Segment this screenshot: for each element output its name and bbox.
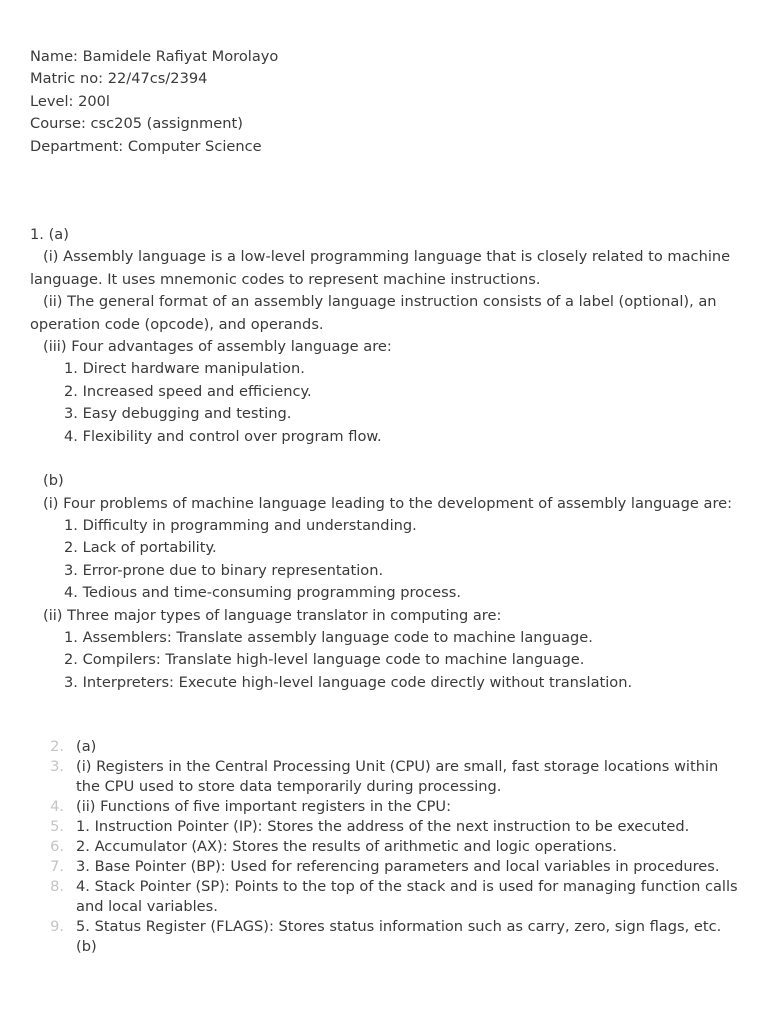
list-item [30,797,742,817]
line-text: 1. Instruction Pointer (IP): Stores the address of the next instruction to be executed. [76,818,690,835]
q1a-i-line2: language. It uses mnemonic codes to represent machine instructions. [30,270,541,288]
q1b-ii: (ii) Three major types of language translator in computing are: [43,606,502,624]
list-item [30,737,742,757]
line-text: 5. Status Register (FLAGS): Stores status information such as carry, zero, sign flags, etc. [76,918,722,935]
level: Level: 200l [30,92,110,110]
list-item: 4. Tedious and time-consuming programming process. [64,584,461,602]
list-item: 4. Flexibility and control over program flow. [64,427,382,445]
q1a-iii: (iii) Four advantages of assembly language are: [43,337,392,355]
line-number: 2. [50,738,64,755]
q1a-ii-line1: (ii) The general format of an assembly language instruction consists of a label (optional), an [43,293,717,311]
line-number: 9. [50,918,64,935]
q1a-i-line1: (i) Assembly language is a low-level programming language that is closely related to machine [43,248,731,266]
list-item: 2. Compilers: Translate high-level language code to machine language. [64,651,585,669]
list-item: 3. Easy debugging and testing. [64,405,292,423]
list-item: 3. Interpreters: Execute high-level language code directly without translation. [64,673,633,691]
line-text: 3. Base Pointer (BP): Used for referencing parameters and local variables in procedures. [76,858,720,875]
line-number: 7. [50,858,64,875]
list-item: 2. Increased speed and efficiency. [64,382,312,400]
line-number: 8. [50,878,64,895]
list-item: 1. Assemblers: Translate assembly language code to machine language. [64,629,593,647]
q1b-i: (i) Four problems of machine language leading to the development of assembly language are: [43,494,733,512]
line-text: (i) Registers in the Central Processing Unit (CPU) are small, fast storage locations within the CPU used to store data temporarily during processing. [76,758,719,795]
q1b-heading: (b) [43,472,64,490]
list-item [30,917,742,937]
matric-number: Matric no: 22/47cs/2394 [30,70,208,88]
line-number: 4. [50,798,64,815]
course: Course: csc205 (assignment) [30,115,243,133]
department: Department: Computer Science [30,137,262,155]
line-text: (ii) Functions of five important registers in the CPU: [76,798,451,815]
line-text: 4. Stack Pointer (SP): Points to the top of the stack and is used for managing function calls and local variables. [76,878,738,915]
line-number: 6. [50,838,64,855]
question-2-list [30,737,742,957]
line-text: (b) [76,938,97,955]
list-item [30,857,742,877]
question-1 [30,224,740,694]
list-item: 2. Lack of portability. [64,539,217,557]
list-item [30,837,742,857]
student-info [30,46,278,158]
list-item [30,817,742,837]
list-item [30,877,742,917]
list-item [30,937,742,957]
student-name: Name: Bamidele Rafiyat Morolayo [30,48,279,65]
line-text: 2. Accumulator (AX): Stores the results of arithmetic and logic operations. [76,838,617,855]
spacer [30,448,740,470]
q1a-ii-line2: operation code (opcode), and operands. [30,315,324,333]
list-item: 1. Difficulty in programming and understanding. [64,517,417,535]
q1-heading: 1. (a) [30,226,69,243]
list-item [30,757,742,797]
line-number: 3. [50,758,64,775]
list-item: 1. Direct hardware manipulation. [64,360,305,378]
line-text: (a) [76,738,97,755]
line-number: 5. [50,818,64,835]
list-item: 3. Error-prone due to binary representation. [64,561,384,579]
